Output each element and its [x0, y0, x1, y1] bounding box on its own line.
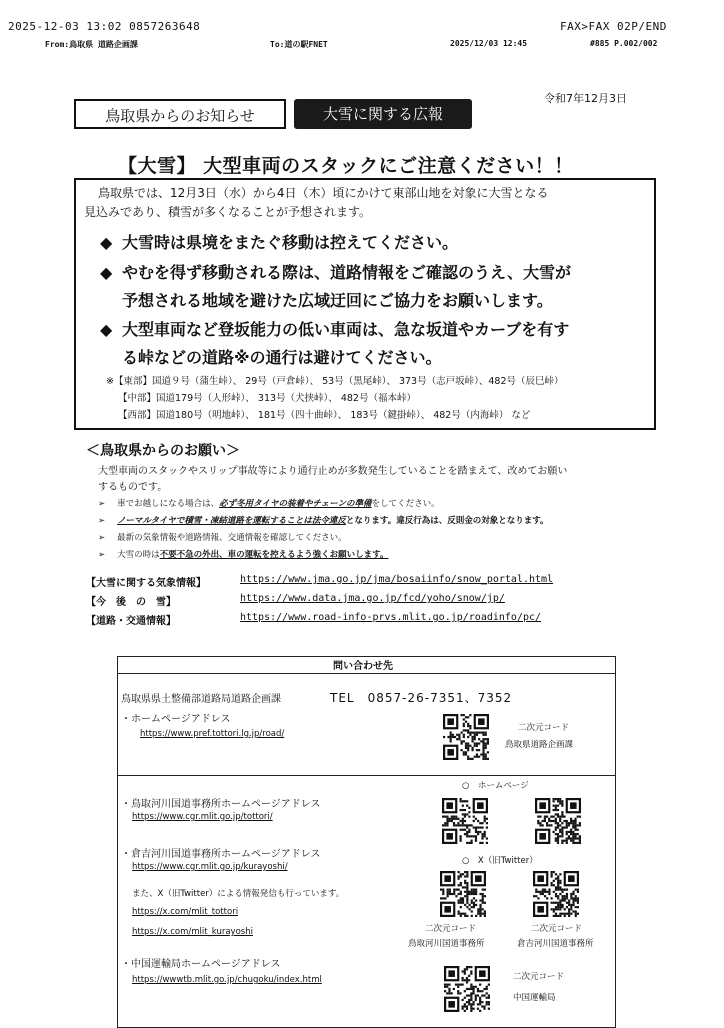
- route-west: 【西部】国道180号（明地峠）、 181号（四十曲峠）、 183号（鍵掛峠）、 482号（内海峠） など: [118, 410, 531, 421]
- request-lead-1: 大型車両のスタックやスリップ事故等により通行止めが多数発生していることを踏まえて、改めてお願い: [98, 466, 568, 477]
- qr-owner-right: 倉吉河川国道事務所: [517, 939, 594, 949]
- intro-line-1: 鳥取県では、12月3日（水）から4日（木）頃にかけて東部山地を対象に大雪となる: [98, 186, 549, 200]
- intro-line-2: 見込みであり、積雪が多くなることが予想されます。: [84, 205, 372, 219]
- chugoku-label: ・中国運輸局ホームページアドレス: [121, 959, 281, 970]
- arrow-icon: ➢: [98, 516, 106, 526]
- request-item-3: ➢ 最新の気象情報や道路情報、交通情報を確認してください。: [98, 533, 347, 543]
- qr-owner-left: 鳥取河川国道事務所: [408, 939, 485, 949]
- bullet-2-cont: 予想される地域を避けた広域迂回にご協力をお願いします。: [122, 291, 553, 310]
- arrow-icon: ➢: [98, 499, 106, 509]
- contact-hp-label: ・ホームページアドレス: [121, 714, 231, 725]
- tottori-river-label: ・鳥取河川国道事務所ホームページアドレス: [121, 799, 321, 810]
- topic-tag: 大雪に関する広報: [294, 99, 472, 129]
- request-heading: ＜鳥取県からのお願い＞: [86, 443, 240, 459]
- contact-heading: 問い合わせ先: [333, 661, 393, 672]
- link-label-weather: 【大雪に関する気象情報】: [86, 578, 206, 589]
- contact-tel: TEL 0857-26-7351、7352: [330, 691, 513, 705]
- fax-from: From:鳥取県 道路企画課: [45, 40, 138, 49]
- qr-caption-right: 二次元コード: [531, 924, 583, 934]
- bullet-1: ◆ 大雪時は県境をまたぐ移動は控えてください。: [100, 229, 458, 257]
- request-lead-2: するものです。: [98, 482, 168, 493]
- request-item-2: ➢ ノーマルタイヤで積雪・凍結道路を運転することは法令違反となります。違反行為は、反則金の対象となります。: [98, 516, 549, 526]
- kurayoshi-river-url[interactable]: https://www.cgr.mlit.go.jp/kurayoshi/: [132, 862, 288, 872]
- link-label-snow: 【今 後 の 雪】: [86, 597, 176, 608]
- contact-hp-url[interactable]: https://www.pref.tottori.lg.jp/road/: [140, 729, 285, 739]
- bullet-3-cont: る峠などの道路※の通行は避けてください。: [122, 348, 442, 367]
- qr-caption-left: 二次元コード: [425, 924, 477, 934]
- fax-pages: FAX>FAX 02P/END: [560, 20, 667, 33]
- contact-dept: 鳥取県県土整備部道路局道路企画課: [121, 694, 281, 705]
- link-weather-url[interactable]: https://www.jma.go.jp/jma/bosaiinfo/snow_portal.html: [240, 574, 554, 585]
- tottori-river-url[interactable]: https://www.cgr.mlit.go.jp/tottori/: [132, 812, 273, 822]
- notice-date: 令和7年12月3日: [544, 92, 627, 105]
- diamond-icon: ◆: [100, 263, 113, 282]
- notice-tag: 鳥取県からのお知らせ: [74, 99, 286, 129]
- page-title: 【大雪】 大型車両のスタックにご注意ください！！: [118, 155, 574, 177]
- qr-code-icon: [442, 798, 488, 844]
- arrow-icon: ➢: [98, 533, 106, 543]
- qr-caption-bottom: 二次元コード: [513, 972, 565, 982]
- route-east: ※【東部】国道９号（蒲生峠）、 29号（戸倉峠）、 53号（黒尾峠）、 373号（志戸坂峠）、482号（辰巳峠）: [106, 376, 564, 387]
- arrow-icon: ➢: [98, 550, 106, 560]
- qr-owner-pref: 鳥取県道路企画課: [505, 740, 574, 750]
- fax-datetime: 2025-12-03 13:02 0857263648: [8, 20, 201, 33]
- kurayoshi-river-label: ・倉吉河川国道事務所ホームページアドレス: [121, 849, 321, 860]
- request-item-4: ➢ 大雪の時は不要不急の外出、車の運転を控えるよう強くお願いします。: [98, 550, 389, 560]
- route-central: 【中部】国道179号（人形峠）、 313号（犬挟峠）、 482号（福本峠）: [118, 393, 416, 404]
- diamond-icon: ◆: [100, 320, 113, 339]
- qr-owner-bottom: 中国運輸局: [513, 993, 556, 1003]
- fax-sent: 2025/12/03 12:45: [450, 39, 528, 48]
- qr-code-icon: [440, 871, 486, 917]
- qr-code-icon: [443, 714, 489, 760]
- bullet-2: ◆ やむを得ず移動される際は、道路情報をご確認のうえ、大雪が: [100, 259, 571, 287]
- qr-code-icon: [535, 798, 581, 844]
- chugoku-url[interactable]: https://wwwtb.mlit.go.jp/chugoku/index.html: [132, 975, 322, 985]
- qr-code-icon: [533, 871, 579, 917]
- x-url-tottori[interactable]: https://x.com/mlit_tottori: [132, 907, 239, 917]
- bullet-3: ◆ 大型車両など登坂能力の低い車両は、急な坂道やカーブを有す: [100, 316, 569, 344]
- x-url-kurayoshi[interactable]: https://x.com/mlit_kurayoshi: [132, 927, 253, 937]
- link-snow-url[interactable]: https://www.data.jma.go.jp/fcd/yoho/snow/jp/: [240, 593, 505, 604]
- option-homepage: ○ ホームページ: [462, 781, 529, 791]
- qr-caption-pref: 二次元コード: [518, 723, 570, 733]
- link-road-url[interactable]: https://www.road-info-prvs.mlit.go.jp/roadinfo/pc/: [240, 612, 542, 623]
- option-x: ○ X（旧Twitter）: [462, 856, 538, 866]
- x-note: また、X（旧Twitter）による情報発信も行っています。: [132, 889, 345, 899]
- fax-to: To:道の駅FNET: [270, 40, 328, 49]
- fax-page-no: #885 P.002/002: [590, 39, 658, 48]
- qr-code-icon: [444, 966, 490, 1012]
- link-label-road: 【道路・交通情報】: [86, 616, 176, 627]
- request-item-1: ➢ 車でお越しになる場合は、必ず冬用タイヤの装着やチェーンの準備をしてください。: [98, 499, 440, 509]
- diamond-icon: ◆: [100, 233, 113, 252]
